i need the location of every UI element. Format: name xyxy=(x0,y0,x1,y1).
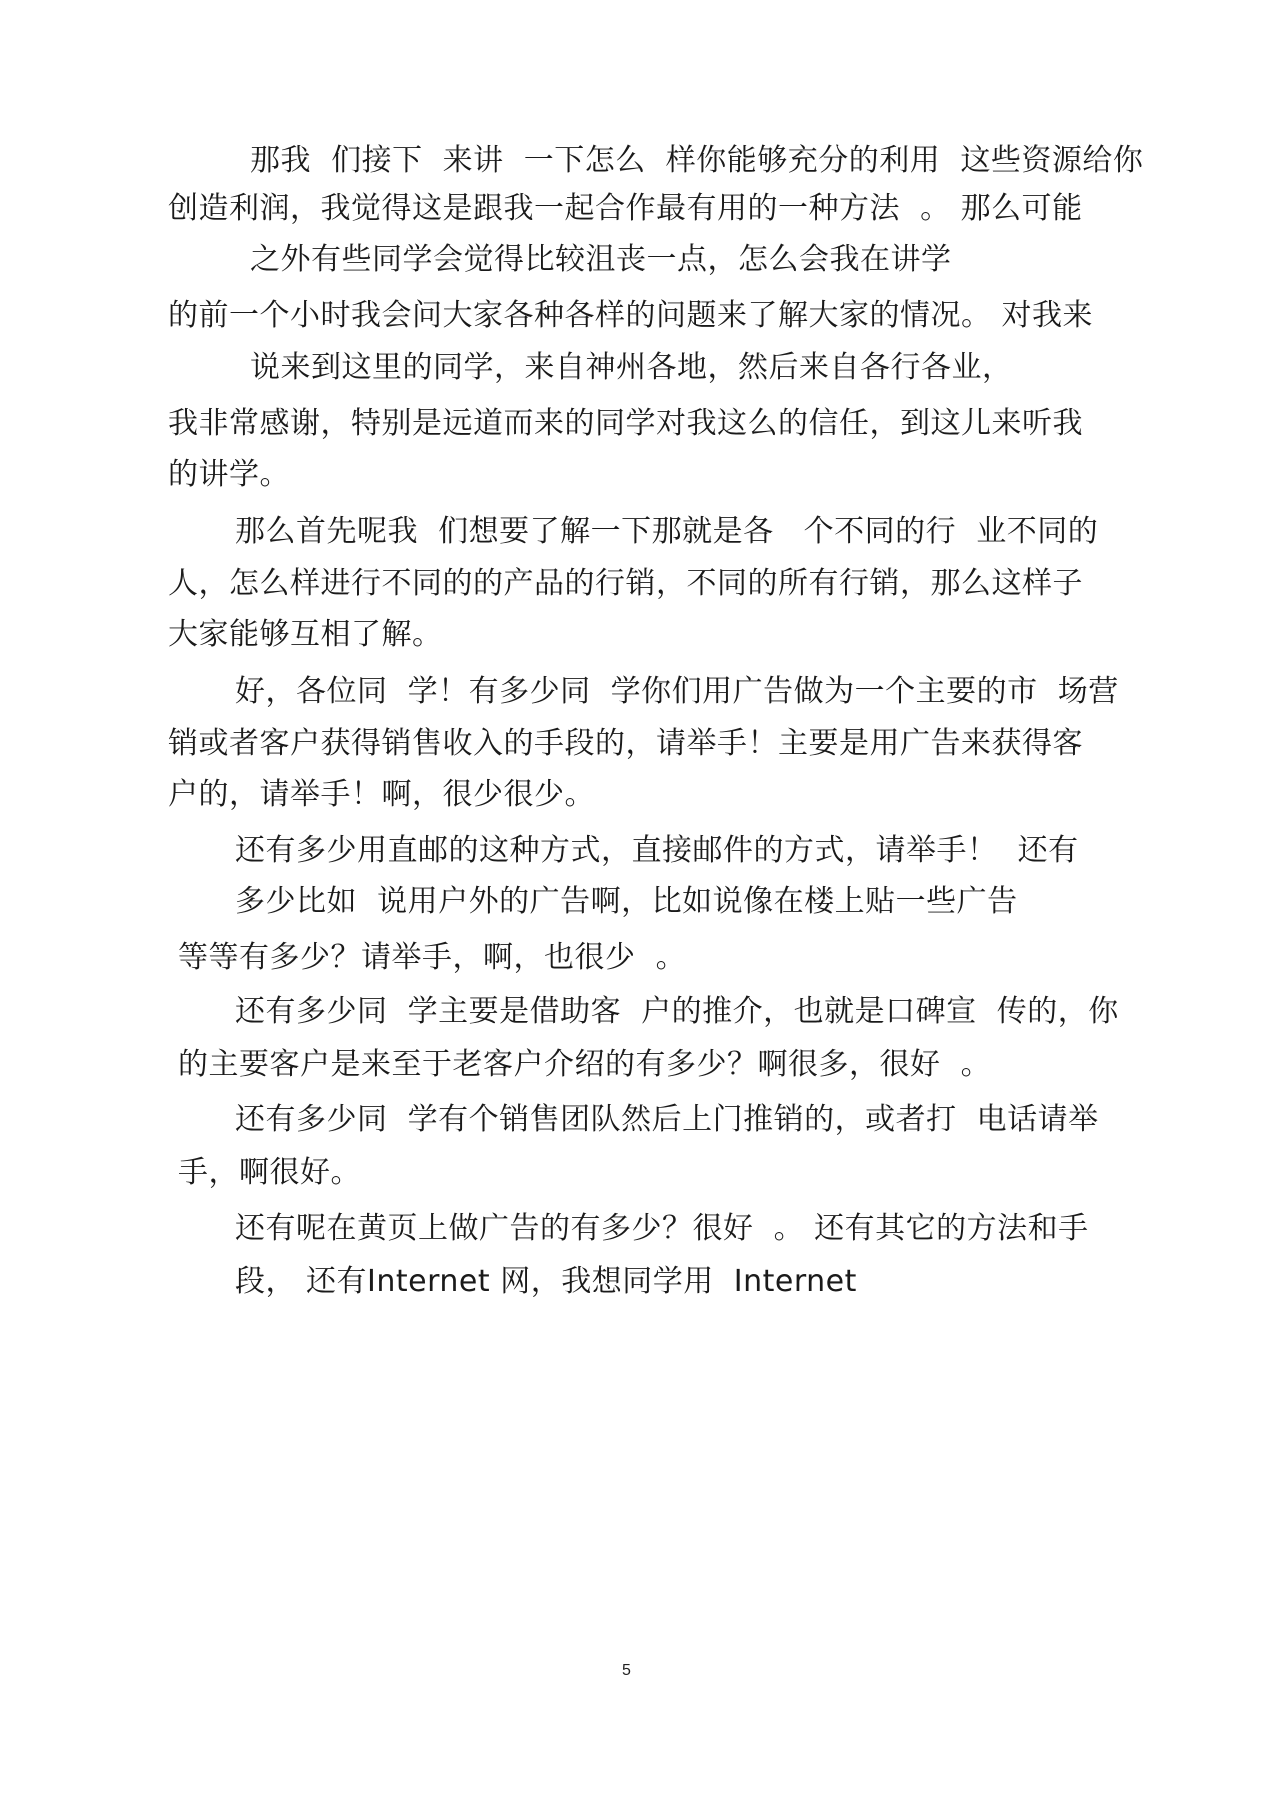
text-line: 还有多少用直邮的这种方式，直接邮件的方式，请举手！ 还有 xyxy=(235,833,1079,868)
text-line: 多少比如 说用户外的广告啊，比如说像在楼上贴一些广告 xyxy=(235,884,1018,919)
text-line: 销或者客户获得销售收入的手段的，请举手！主要是用广告来获得客 xyxy=(168,726,1083,761)
text-line: 户的，请举手！啊，很少很少。 xyxy=(168,777,595,812)
text-line: 还有多少同 学有个销售团队然后上门推销的，或者打 电话请举 xyxy=(235,1102,1099,1137)
text-line: 的主要客户是来至于老客户介绍的有多少？啊很多，很好 。 xyxy=(178,1047,992,1082)
text-line: 那么首先呢我 们想要了解一下那就是各 个不同的行 业不同的 xyxy=(235,514,1099,549)
text-line: 说来到这里的同学，来自神州各地，然后来自各行各业， xyxy=(250,350,1013,385)
text-line: 那我 们接下 来讲 一下怎么 样你能够充分的利用 这些资源给你 xyxy=(250,143,1144,178)
text-line: 大家能够互相了解。 xyxy=(168,617,443,652)
text-line: 段， 还有Internet 网，我想同学用 Internet xyxy=(235,1264,857,1299)
text-line: 之外有些同学会觉得比较沮丧一点，怎么会我在讲学 xyxy=(250,242,952,277)
page-number: 5 xyxy=(622,1662,631,1679)
text-line: 手，啊很好。 xyxy=(178,1155,361,1190)
text-line: 的讲学。 xyxy=(168,457,290,492)
text-line: 还有呢在黄页上做广告的有多少？很好 。 还有其它的方法和手 xyxy=(235,1211,1089,1246)
text-line: 的前一个小时我会问大家各种各样的问题来了解大家的情况。 对我来 xyxy=(168,298,1094,333)
text-line: 还有多少同 学主要是借助客 户的推介，也就是口碑宣 传的，你 xyxy=(235,994,1119,1029)
text-line: 我非常感谢，特别是远道而来的同学对我这么的信任，到这儿来听我 xyxy=(168,406,1083,441)
text-line: 等等有多少？请举手，啊，也很少 。 xyxy=(178,940,687,975)
text-line: 创造利润，我觉得这是跟我一起合作最有用的一种方法 。 那么可能 xyxy=(168,191,1083,226)
text-line: 人，怎么样进行不同的的产品的行销，不同的所有行销，那么这样子 xyxy=(168,566,1083,601)
text-line: 好，各位同 学！有多少同 学你们用广告做为一个主要的市 场营 xyxy=(235,674,1119,709)
